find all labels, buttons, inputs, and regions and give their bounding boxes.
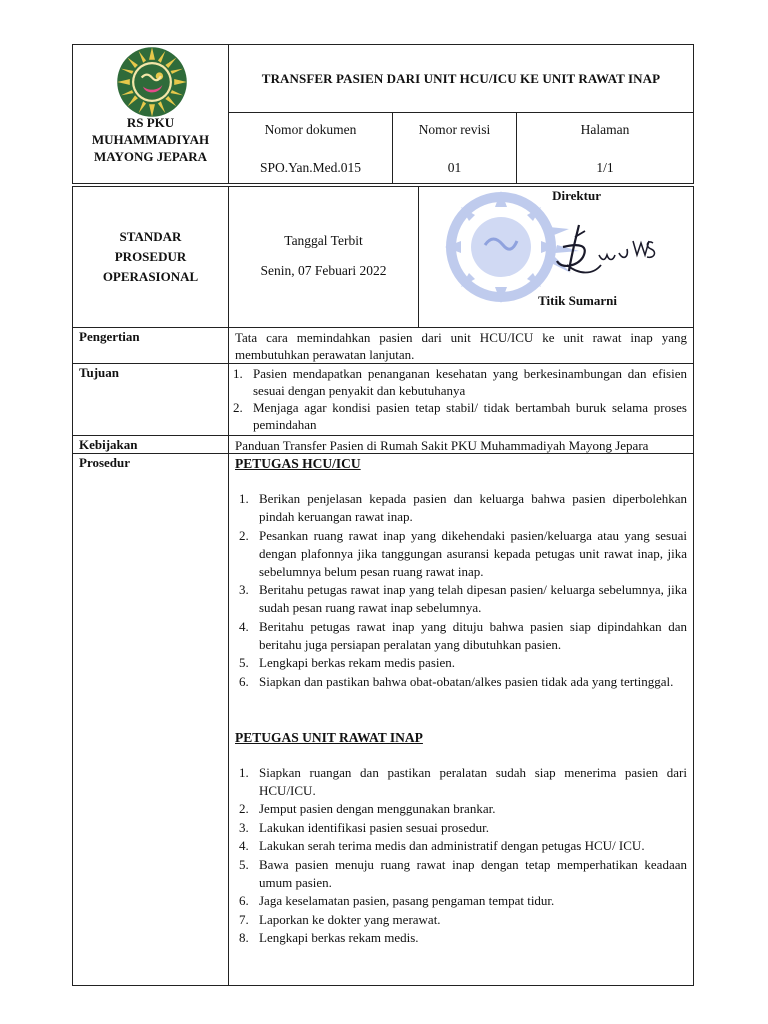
prosedur-content [235,455,687,948]
document-meta-row [229,113,693,183]
page-cell [517,113,693,183]
issue-date-cell [229,187,419,327]
issue-date-value: Senin, 07 Febuari 2022 [260,263,387,278]
list-item: 5. Lengkapi berkas rekam medis pasien. [239,655,456,670]
tujuan-label: Tujuan [73,364,229,435]
director-cell [419,187,693,327]
sop-line-2: PROSEDUR [114,249,187,264]
row-prosedur [73,454,693,985]
list-item: 1. Pasien mendapatkan penanganan kesehatan yang berkesinambungan dan efisien sesuai dengan penyakit dan kebutuhanya [233,366,687,398]
kebijakan-text: Panduan Transfer Pasien di Rumah Sakit PKU Muhammadiyah Mayong Jepara [235,438,649,453]
list-item: 2. Menjaga agar kondisi pasien tetap stabil/ tidak bertambah buruk selama proses pemindahan [233,400,687,432]
pengertian-label: Pengertian [73,328,229,363]
body-table [72,328,694,986]
row-kebijakan [73,436,693,454]
prosedur-label: Prosedur [73,454,229,985]
sop-line-3: OPERASIONAL [102,269,199,284]
sop-block [72,186,694,328]
page-value: 1/1 [596,160,614,175]
doc-number-cell [229,113,393,183]
kebijakan-label: Kebijakan [73,436,229,453]
doc-number-value: SPO.Yan.Med.015 [259,160,362,175]
list-item: 3. Beritahu petugas rawat inap yang telah dipesan pasien/ keluarga sebelumnya, jika sudah pesan ruang rawat inap sebelumnya. [239,582,687,615]
list-item: 5. Bawa pasien menuju ruang rawat inap dengan tetap memperhatikan keadaan umum pasien. [239,856,687,890]
logo-cell [73,45,229,183]
director-label: Direktur [552,188,601,203]
revision-cell [393,113,517,183]
tujuan-list [235,365,687,433]
sop-line-1: STANDAR [119,229,182,244]
director-name: Titik Sumarni [538,293,617,308]
list-item: 6. Jaga keselamatan pasien, pasang pengaman tempat tidur. [239,893,555,908]
org-line-1: RS PKU [126,115,175,130]
org-line-2: MUHAMMADIYAH [91,132,210,147]
list-item: 1. Berikan penjelasan kepada pasien dan keluarga bahwa pasien diperbolehkan pindah keruangan rawat inap. [239,491,687,524]
list-item: 4. Beritahu petugas rawat inap yang dituju bahwa pasien siap dipindahkan dan beritahu juga persiapan peralatan yang dibutuhkan pasien. [239,618,687,652]
row-pengertian [73,328,693,364]
issue-date-label: Tanggal Terbit [284,233,363,248]
revision-label: Nomor revisi [418,122,491,137]
list-item: 4. Lakukan serah terima medis dan administratif dengan petugas HCU/ ICU. [239,838,645,853]
row-tujuan [73,364,693,436]
org-line-3: MAYONG JEPARA [93,149,208,164]
page-label: Halaman [580,122,630,137]
list-item: 6. Siapkan dan pastikan bahwa obat-obatan/alkes pasien tidak ada yang tertinggal. [239,673,674,689]
list-item: 7. Laporkan ke dokter yang merawat. [239,911,441,927]
muhammadiyah-logo-icon [115,45,189,119]
doc-number-label: Nomor dokumen [264,122,357,137]
list-item: 2. Jemput pasien dengan menggunakan brankar. [239,801,496,816]
pengertian-text: Tata cara memindahkan pasien dari unit HCU/ICU ke unit rawat inap yang membutuhkan perawatan lanjutan. [235,330,687,362]
organization-name [73,114,228,165]
rawat-inap-list [235,764,687,948]
sop-heading [73,187,229,327]
list-item: 8. Lengkapi berkas rekam medis. [239,930,419,945]
signature-icon [549,217,661,279]
section-title-rawat-inap: PETUGAS UNIT RAWAT INAP [235,729,423,745]
revision-value: 01 [447,160,462,175]
list-item: 2. Pesankan ruang rawat inap yang dikehendaki pasien/keluarga atau yang sesuai dengan plafonnya jika tanggungan asuransi kepada petugas unit rawat inap, jika sebelumnya belum pesan ruang rawat inap. [239,527,687,579]
hcu-icu-list [235,490,687,691]
document-title: TRANSFER PASIEN DARI UNIT HCU/ICU KE UNIT RAWAT INAP [229,45,693,113]
section-title-hcu-icu: PETUGAS HCU/ICU [235,456,361,471]
header-table [72,44,694,184]
tujuan-list-wrap [235,365,687,433]
list-item: 1. Siapkan ruangan dan pastikan peralatan sudah siap menerima pasien dari HCU/ICU. [239,764,687,798]
list-item: 3. Lakukan identifikasi pasien sesuai prosedur. [239,819,489,835]
